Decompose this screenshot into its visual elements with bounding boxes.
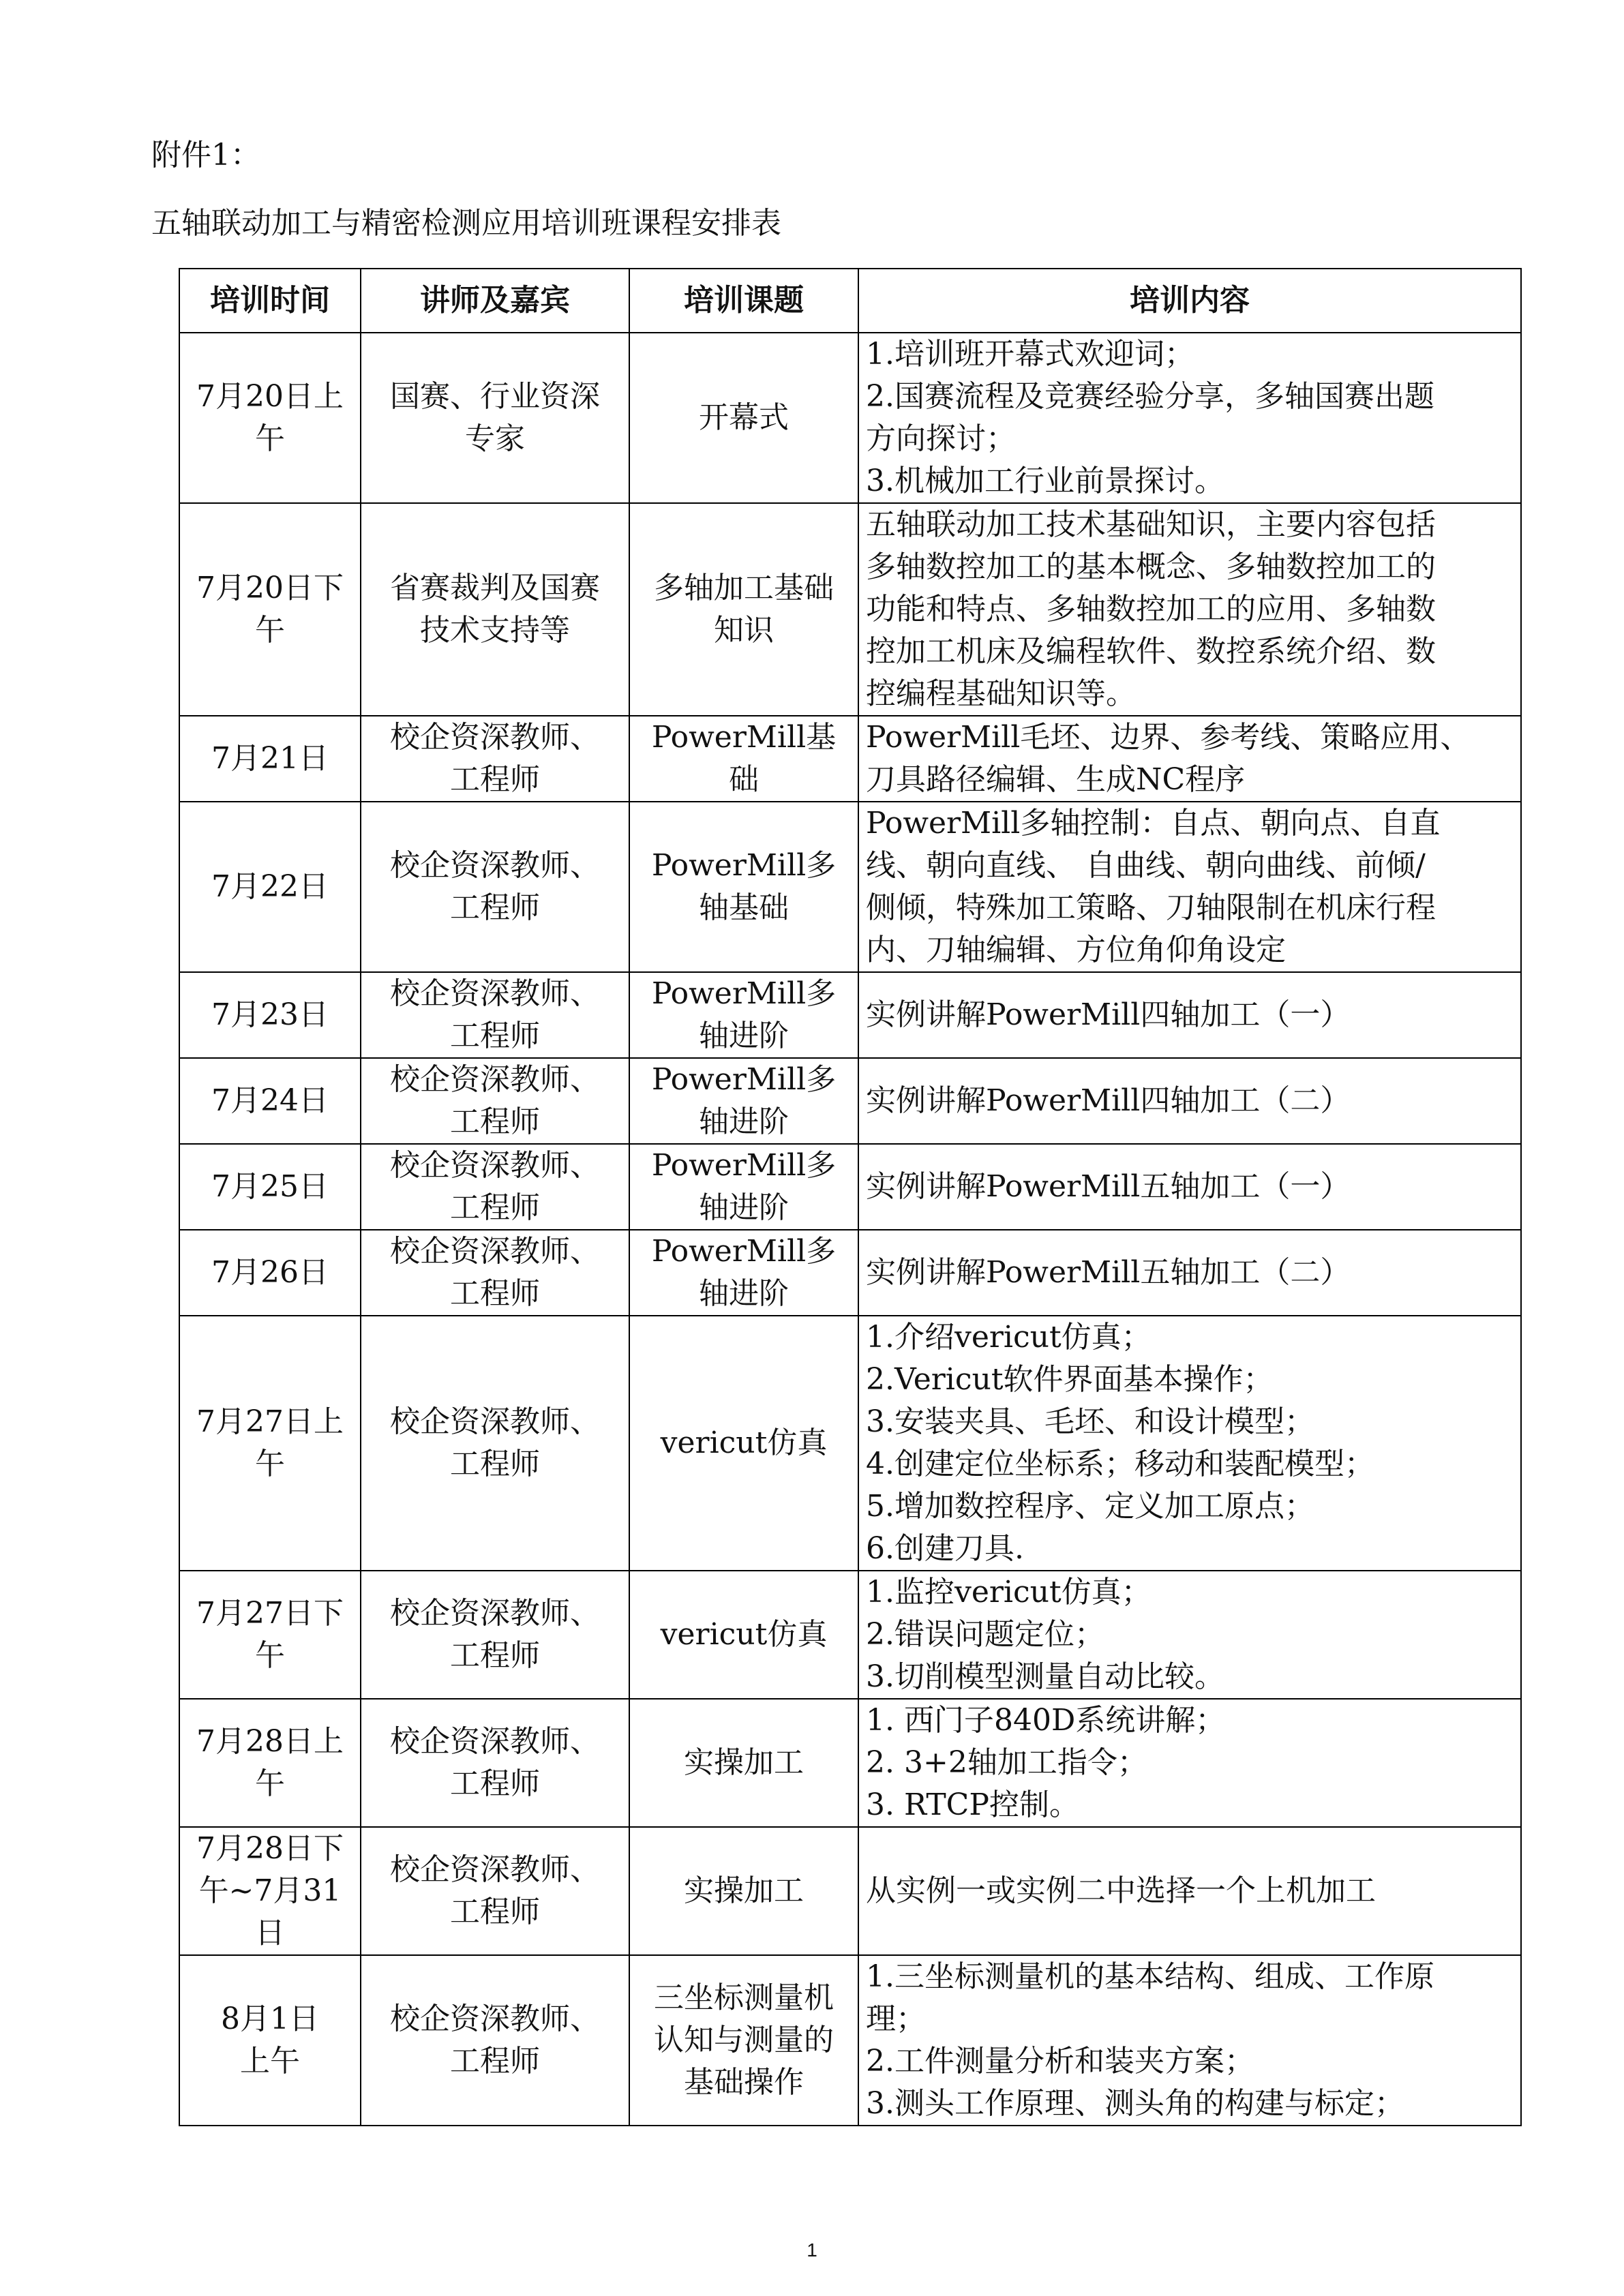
cell-topic-line: 轴进阶 [699,1190,789,1225]
cell-time-line: 午~7月31 [198,1873,342,1908]
cell-content-line: 4.创建定位坐标系；移动和装配模型； [866,1447,1374,1481]
table-row [179,1827,1521,1955]
cell-content-line: 实例讲解PowerMill四轴加工（二） [866,1083,1351,1118]
cell-content [858,1316,1521,1571]
cell-content-line: 3.安装夹具、毛坯、和设计模型； [866,1404,1314,1439]
cell-time-line: 午 [255,1447,285,1481]
cell-speaker [361,1827,629,1955]
cell-speaker [361,503,629,716]
cell-time-line: 上午 [240,2044,300,2079]
cell-content-line: 2.国赛流程及竞赛经验分享，多轴国赛出题 [866,379,1434,414]
table-row [179,333,1521,503]
cell-content [858,503,1521,716]
cell-time [179,503,361,716]
cell-time [179,333,361,503]
cell-topic [629,716,858,802]
cell-content-line: 3. RTCP控制。 [866,1787,1079,1822]
cell-time [179,1699,361,1827]
cell-speaker [361,1699,629,1827]
cell-content [858,1955,1521,2126]
cell-topic [629,1316,858,1571]
cell-content [858,972,1521,1058]
header-time: 培训时间 [179,269,361,333]
table-row [179,1316,1521,1571]
cell-speaker-line: 校企资深教师、 [390,1404,600,1439]
cell-topic [629,333,858,503]
cell-content-line: 1.监控vericut仿真； [866,1575,1152,1610]
cell-content-line: 五轴联动加工技术基础知识，主要内容包括 [866,507,1436,542]
cell-content-line: 2. 3+2轴加工指令； [866,1745,1147,1780]
cell-content [858,1144,1521,1230]
cell-speaker-line: 校企资深教师、 [390,1234,600,1269]
page-number: 1 [807,2239,817,2261]
cell-time-line: 7月27日上 [196,1404,344,1439]
cell-topic [629,1230,858,1316]
cell-content-line: 从实例一或实例二中选择一个上机加工 [866,1873,1376,1908]
cell-speaker-line: 工程师 [450,1638,540,1673]
table-row [179,1571,1521,1699]
cell-speaker [361,716,629,802]
cell-time-line: 午 [255,421,285,456]
cell-speaker-line: 校企资深教师、 [390,1148,600,1183]
cell-time [179,1316,361,1571]
cell-content [858,1058,1521,1144]
table-row [179,1058,1521,1144]
table-row [179,1955,1521,2126]
cell-time-line: 8月1日 [221,2002,319,2036]
cell-speaker-line: 工程师 [450,1894,540,1929]
cell-time-line: 午 [255,1766,285,1801]
cell-content-line: 控编程基础知识等。 [866,676,1136,711]
cell-content-line: 6.创建刀具. [866,1531,1024,1566]
course-schedule-table [179,268,1522,2126]
cell-content-line: 1.介绍vericut仿真； [866,1320,1152,1355]
cell-time-line: 7月24日 [211,1083,329,1118]
cell-time [179,1144,361,1230]
cell-topic-line: 开幕式 [699,400,789,435]
cell-content-line: 5.增加数控程序、定义加工原点； [866,1489,1314,1524]
cell-time-line: 7月25日 [211,1169,329,1204]
cell-topic-line: 轴进阶 [699,1276,789,1311]
cell-time-line: 7月20日下 [196,571,344,605]
cell-topic-line: PowerMill多 [651,1234,837,1269]
cell-speaker [361,333,629,503]
cell-time [179,1955,361,2126]
cell-time-line: 7月22日 [211,869,329,904]
header-speaker: 讲师及嘉宾 [361,269,629,333]
cell-time-line: 午 [255,613,285,648]
header-content: 培训内容 [858,269,1521,333]
document-title: 五轴联动加工与精密检测应用培训班课程安排表 [151,206,781,241]
cell-content-line: 多轴数控加工的基本概念、多轴数控加工的 [866,549,1436,584]
cell-content [858,716,1521,802]
cell-content-line: 功能和特点、多轴数控加工的应用、多轴数 [866,592,1436,626]
table-row [179,802,1521,972]
cell-time-line: 日 [255,1916,285,1950]
cell-time [179,716,361,802]
cell-speaker [361,1571,629,1699]
cell-topic-line: 认知与测量的 [654,2023,834,2057]
cell-content-line: PowerMill毛坯、边界、参考线、策略应用、 [866,720,1471,755]
cell-time [179,1571,361,1699]
cell-content-line: 2.Vericut软件界面基本操作； [866,1362,1274,1397]
cell-time [179,802,361,972]
cell-topic [629,802,858,972]
cell-content-line: 1.三坐标测量机的基本结构、组成、工作原 [866,1959,1434,1994]
cell-topic-line: 轴进阶 [699,1104,789,1139]
cell-topic-line: 基础操作 [684,2065,804,2100]
cell-content-line: 1. 西门子840D系统讲解； [866,1703,1226,1738]
cell-speaker [361,1230,629,1316]
cell-content-line: 理； [866,2002,926,2036]
cell-topic-line: 三坐标测量机 [654,1980,834,2015]
cell-content [858,1571,1521,1699]
cell-topic [629,1827,858,1955]
cell-topic-line: PowerMill多 [651,1062,837,1097]
cell-content-line: 方向探讨； [866,421,1016,456]
header-topic: 培训课题 [629,269,858,333]
table-row [179,972,1521,1058]
cell-speaker-line: 工程师 [450,1190,540,1225]
table-row [179,503,1521,716]
cell-speaker-line: 工程师 [450,2044,540,2079]
cell-time-line: 午 [255,1638,285,1673]
cell-topic-line: PowerMill基 [651,720,837,755]
cell-time-line: 7月23日 [211,997,329,1032]
cell-speaker-line: 工程师 [450,1276,540,1311]
cell-topic-line: 轴进阶 [699,1018,789,1053]
cell-speaker-line: 省赛裁判及国赛 [390,571,600,605]
cell-content-line: 线、朝向直线、 自曲线、朝向曲线、前倾/ [866,848,1426,883]
cell-topic [629,1058,858,1144]
cell-topic-line: 实操加工 [684,1873,804,1908]
cell-speaker-line: 校企资深教师、 [390,1596,600,1631]
cell-content-line: 3.测头工作原理、测头角的构建与标定； [866,2086,1404,2121]
cell-speaker [361,802,629,972]
cell-content [858,802,1521,972]
cell-time-line: 7月27日下 [196,1596,344,1631]
cell-topic-line: PowerMill多 [651,976,837,1011]
cell-time-line: 7月20日上 [196,379,344,414]
table-row [179,1230,1521,1316]
cell-content-line: 2.工件测量分析和装夹方案； [866,2044,1254,2079]
cell-content [858,333,1521,503]
cell-content-line: 3.切削模型测量自动比较。 [866,1659,1224,1694]
cell-speaker-line: 校企资深教师、 [390,720,600,755]
cell-content [858,1699,1521,1827]
cell-topic-line: 多轴加工基础 [654,571,834,605]
cell-time-line: 7月28日上 [196,1724,344,1759]
cell-time [179,1230,361,1316]
cell-speaker-line: 工程师 [450,1766,540,1801]
cell-content-line: 控加工机床及编程软件、数控系统介绍、数 [866,634,1436,669]
cell-speaker-line: 技术支持等 [420,613,570,648]
cell-speaker-line: 工程师 [450,762,540,797]
cell-content-line: PowerMill多轴控制：自点、朝向点、自直 [866,806,1441,841]
cell-content-line: 3.机械加工行业前景探讨。 [866,464,1224,498]
cell-speaker-line: 校企资深教师、 [390,2002,600,2036]
cell-speaker [361,1058,629,1144]
cell-content-line: 刀具路径编辑、生成NC程序 [866,762,1246,797]
cell-topic [629,972,858,1058]
cell-content-line: 实例讲解PowerMill五轴加工（二） [866,1255,1351,1290]
cell-topic-line: vericut仿真 [660,1425,828,1460]
table-row [179,716,1521,802]
cell-speaker-line: 工程师 [450,890,540,925]
cell-topic [629,1571,858,1699]
cell-time [179,1058,361,1144]
table-row [179,1699,1521,1827]
cell-content-line: 2.错误问题定位； [866,1617,1104,1652]
cell-topic-line: 知识 [714,613,774,648]
cell-time-line: 7月26日 [211,1255,329,1290]
cell-speaker [361,972,629,1058]
cell-speaker-line: 校企资深教师、 [390,1724,600,1759]
cell-time [179,972,361,1058]
cell-speaker [361,1955,629,2126]
cell-topic-line: 实操加工 [684,1745,804,1780]
cell-speaker-line: 工程师 [450,1447,540,1481]
cell-topic [629,1144,858,1230]
cell-topic [629,1699,858,1827]
cell-speaker-line: 工程师 [450,1104,540,1139]
cell-topic [629,1955,858,2126]
cell-speaker-line: 专家 [465,421,525,456]
cell-speaker-line: 国赛、行业资深 [390,379,600,414]
cell-content-line: 1.培训班开幕式欢迎词； [866,337,1194,372]
cell-topic-line: 轴基础 [699,890,789,925]
cell-topic-line: 础 [729,762,759,797]
cell-speaker-line: 校企资深教师、 [390,1062,600,1097]
cell-topic-line: PowerMill多 [651,848,837,883]
cell-topic-line: vericut仿真 [660,1617,828,1652]
cell-speaker-line: 工程师 [450,1018,540,1053]
attachment-label: 附件1： [151,138,260,172]
cell-content-line: 实例讲解PowerMill五轴加工（一） [866,1169,1351,1204]
cell-content [858,1230,1521,1316]
cell-topic-line: PowerMill多 [651,1148,837,1183]
cell-speaker [361,1316,629,1571]
cell-content-line: 内、刀轴编辑、方位角仰角设定 [866,933,1286,967]
cell-speaker-line: 校企资深教师、 [390,1852,600,1887]
cell-time [179,1827,361,1955]
cell-topic [629,503,858,716]
cell-time-line: 7月21日 [211,741,329,776]
cell-time-line: 7月28日下 [196,1831,344,1866]
table-header-row [179,269,1521,333]
cell-content-line: 实例讲解PowerMill四轴加工（一） [866,997,1351,1032]
cell-speaker [361,1144,629,1230]
cell-speaker-line: 校企资深教师、 [390,848,600,883]
cell-content-line: 侧倾，特殊加工策略、刀轴限制在机床行程 [866,890,1436,925]
cell-content [858,1827,1521,1955]
cell-speaker-line: 校企资深教师、 [390,976,600,1011]
table-row [179,1144,1521,1230]
